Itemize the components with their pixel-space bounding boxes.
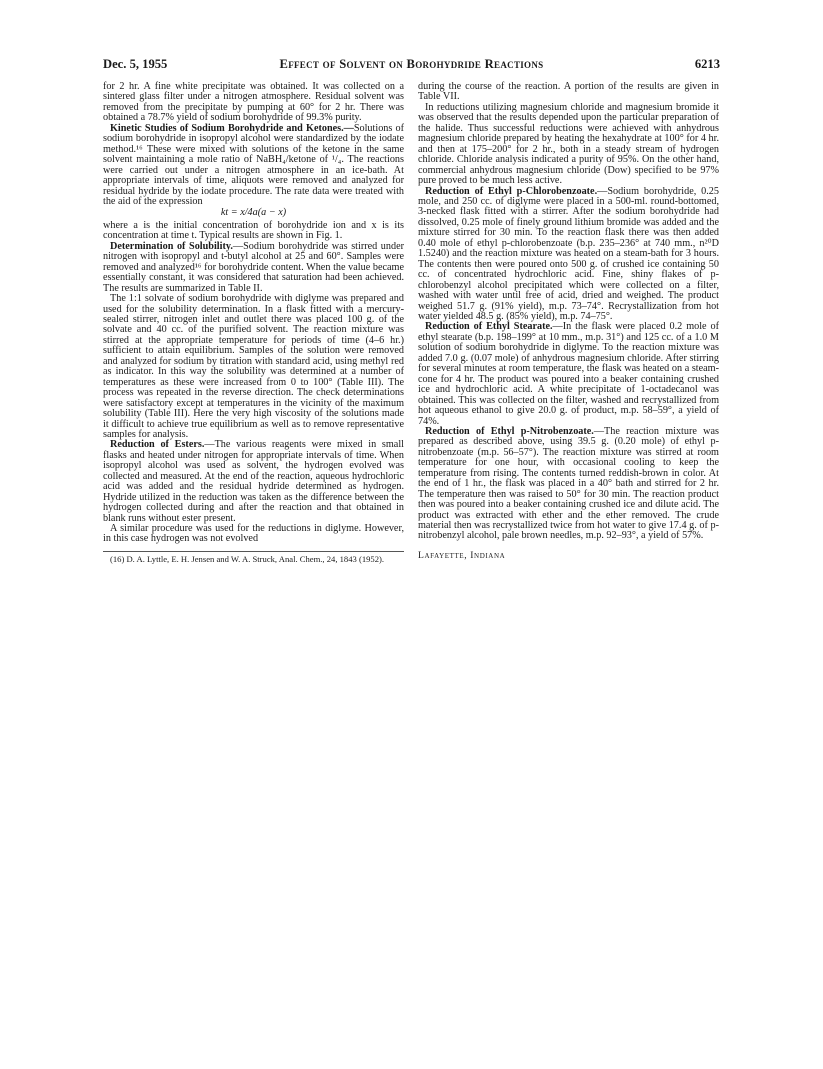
paragraph-text: —In the flask were placed 0.2 mole of ethyl stearate (b.p. 198–199° at 10 mm., m.p. 31°) and 125 cc. of a 1.0 M solution of sodium borohydride in diglyme. To the reaction mixture was added 7.0 g. (0.07 mole) of anhydrous magnesium chloride. After stirring for several minutes at room temperature, the flask was heated on a steam-cone for 4 hr. The product was poured into a beaker containing crushed ice and hydrochloric acid. A white precipitate of 1-octadecanol was obtained. This was collected on the filter, washed and recrystallized from hot aqueous ethanol to give 20.0 g. of product, m.p. 58–59°, a yield of 74%. [418, 321, 719, 427]
paragraph [418, 187, 719, 323]
page-number: 6213 [694, 57, 720, 71]
right-column [418, 82, 719, 561]
paragraph-text: —Sodium borohydride was stirred under nitrogen with isopropyl and t-butyl alcohol at 25 and 60°. Samples were removed and analyzed¹⁶ for borohydride content. When the value became essentially constant, it was considered that saturation had been achieved. The results are summarized in Table II. [103, 240, 405, 294]
paragraph-text: —The various reagents were mixed in small flasks and heated under nitrogen for appropriate intervals of time. When isopropyl alcohol was used as solvent, the hydrogen evolved was collected and measured. At the end of the reaction, aqueous hydrochloric acid was added and the residual hydride determined as hydrogen. Hydride utilized in the reduction was taken as the difference between the hydrogen collected during and after the reaction and that obtained in blank runs without ester present. [103, 439, 404, 524]
paragraph: A similar procedure was used for the reductions in diglyme. However, in this case hydrogen was not evolved [103, 523, 404, 545]
running-header [103, 57, 720, 75]
paragraph [103, 242, 404, 294]
section-heading: Determination of Solubility. [110, 240, 233, 252]
section-heading: Reduction of Ethyl Stearate. [425, 321, 553, 333]
section-heading: Reduction of Ethyl p-Nitrobenzoate. [425, 425, 594, 437]
left-column [103, 82, 404, 565]
paragraph [418, 322, 719, 427]
paragraph: during the course of the reaction. A portion of the results are given in Table VII. [418, 81, 719, 103]
header-title: Effect of Solvent on Borohydride Reactions [279, 57, 544, 71]
footnote-text: (16) D. A. Lyttle, E. H. Jensen and W. A. Struck, Anal. Chem., 24, 1843 (1952). [110, 553, 385, 564]
rate-equation: kt = x/4a(a − x) [220, 207, 287, 219]
paragraph-text: —The reaction mixture was prepared as described above, using 39.5 g. (0.20 mole) of ethyl p-nitrobenzoate (m.p. 56–57°). The reaction mixture was stirred at room temperature for one hour, with occasional cooling to keep the temperature from rising. The contents turned reddish-brown in color. At the end of 1 hr., the flask was placed in a 40° bath and stirred for 2 hr. The temperature then was raised to 50° for 30 min. The reaction product then was poured into a beaker containing crushed ice and dilute acid. The product was extracted with ether and the ether removed. The crude material then was recrystallized twice from hot water to give 17.4 g. of p-nitrobenzyl alcohol, pale brown needles, m.p. 92–93°, a yield of 57%. [418, 425, 719, 542]
paragraph-text: —Sodium borohydride, 0.25 mole, and 250 cc. of diglyme were placed in a 500-ml. round-bottomed, 3-necked flask fitted with a stirrer. After the sodium borohydride had dissolved, 0.25 mole of finely ground lithium bromide was added and the mixture stirred for 30 min. To the reaction flask there was then added 0.40 mole of ethyl p-chlorobenzoate (b.p. 235–236° at 740 mm., n²⁰D 1.5240) and the reaction mixture was heated on a steam-bath for 3 hours. The contents then were poured onto 500 g. of crushed ice containing 50 cc. of concentrated hydrochloric acid. Fine, shiny flakes of p-chlorobenzyl alcohol precipitated which were collected on a filter, washed with water until free of acid, dried and weighed. The product weighed 51.7 g. (91% yield), m.p. 73–74°. Recrystallization from hot water yielded 48.5 g. (85% yield), m.p. 74–75°. [418, 185, 719, 322]
paragraph [418, 427, 719, 542]
paragraph [103, 124, 404, 208]
section-heading: Kinetic Studies of Sodium Borohydride and Ketones.— [110, 122, 354, 134]
paragraph: for 2 hr. A fine white precipitate was obtained. It was collected on a sintered glass filter under a nitrogen atmosphere. Residual solvent was removed from the precipitate by pumping at 60° for 2 hr. There was obtained a 78.7% yield of sodium borohydride of 99.3% purity. [103, 81, 404, 124]
section-heading: Reduction of Ethyl p-Chlorobenzoate. [425, 185, 598, 197]
footnote [103, 551, 404, 565]
paragraph: The 1:1 solvate of sodium borohydride with diglyme was prepared and used for the solubility determination. In a flask fitted with a mercury-sealed stirrer, nitrogen inlet and outlet there was placed 100 g. of the solvate and 40 cc. of the purified solvent. The reaction mixture was stirred at the appropriate temperature for periods of time (4–6 hr.) sufficient to attain equilibrium. Samples of the solution were removed and analyzed for sodium by titration with standard acid, using methyl red as indicator. In this way the solubility was determined at a number of temperatures as these were increased from 0 to 100° (Table III). The process was repeated in the reverse direction. The check determinations were satisfactory except at temperatures in the vicinity of the maximum solubility (Table III). Here the very high viscosity of the solutions made it difficult to achieve true equilibrium as well as to remove representative samples for analysis. [103, 293, 404, 440]
section-heading: Reduction of Esters. [110, 439, 205, 451]
paragraph: In reductions utilizing magnesium chloride and magnesium bromide it was observed that the results depended upon the particular preparation of the halide. Thus successful reductions were achieved with anhydrous magnesium chloride prepared by heating the hexahydrate at 100° for 4 hr. and then at 175–200° for 2 hr., both in a steady stream of hydrogen chloride. Chloride analysis indicated a purity of 95%. On the other hand, commercial anhydrous magnesium chloride (Dow) specified to be 97% pure proved to be much less active. [418, 101, 719, 187]
paragraph: where a is the initial concentration of borohydride ion and x is its concentration at time t. Typical results are shown in Fig. 1. [103, 219, 404, 242]
author-location: Lafayette, Indiana [418, 549, 506, 561]
paragraph [103, 440, 404, 524]
paragraph-text: Solutions of sodium borohydride in isopropyl alcohol were standardized by the iodate method.¹⁶ These were mixed with solutions of the ketone in the same solvent maintaining a mole ratio of NaBH₄/ketone of ¹/₄. The reactions were carried out under a nitrogen atmosphere in an ice-bath. At appropriate intervals of time, aliquots were removed and analyzed for residual hydride by the iodate procedure. The rate data were treated with the aid of the expression [103, 122, 404, 207]
header-date: Dec. 5, 1955 [103, 57, 168, 71]
